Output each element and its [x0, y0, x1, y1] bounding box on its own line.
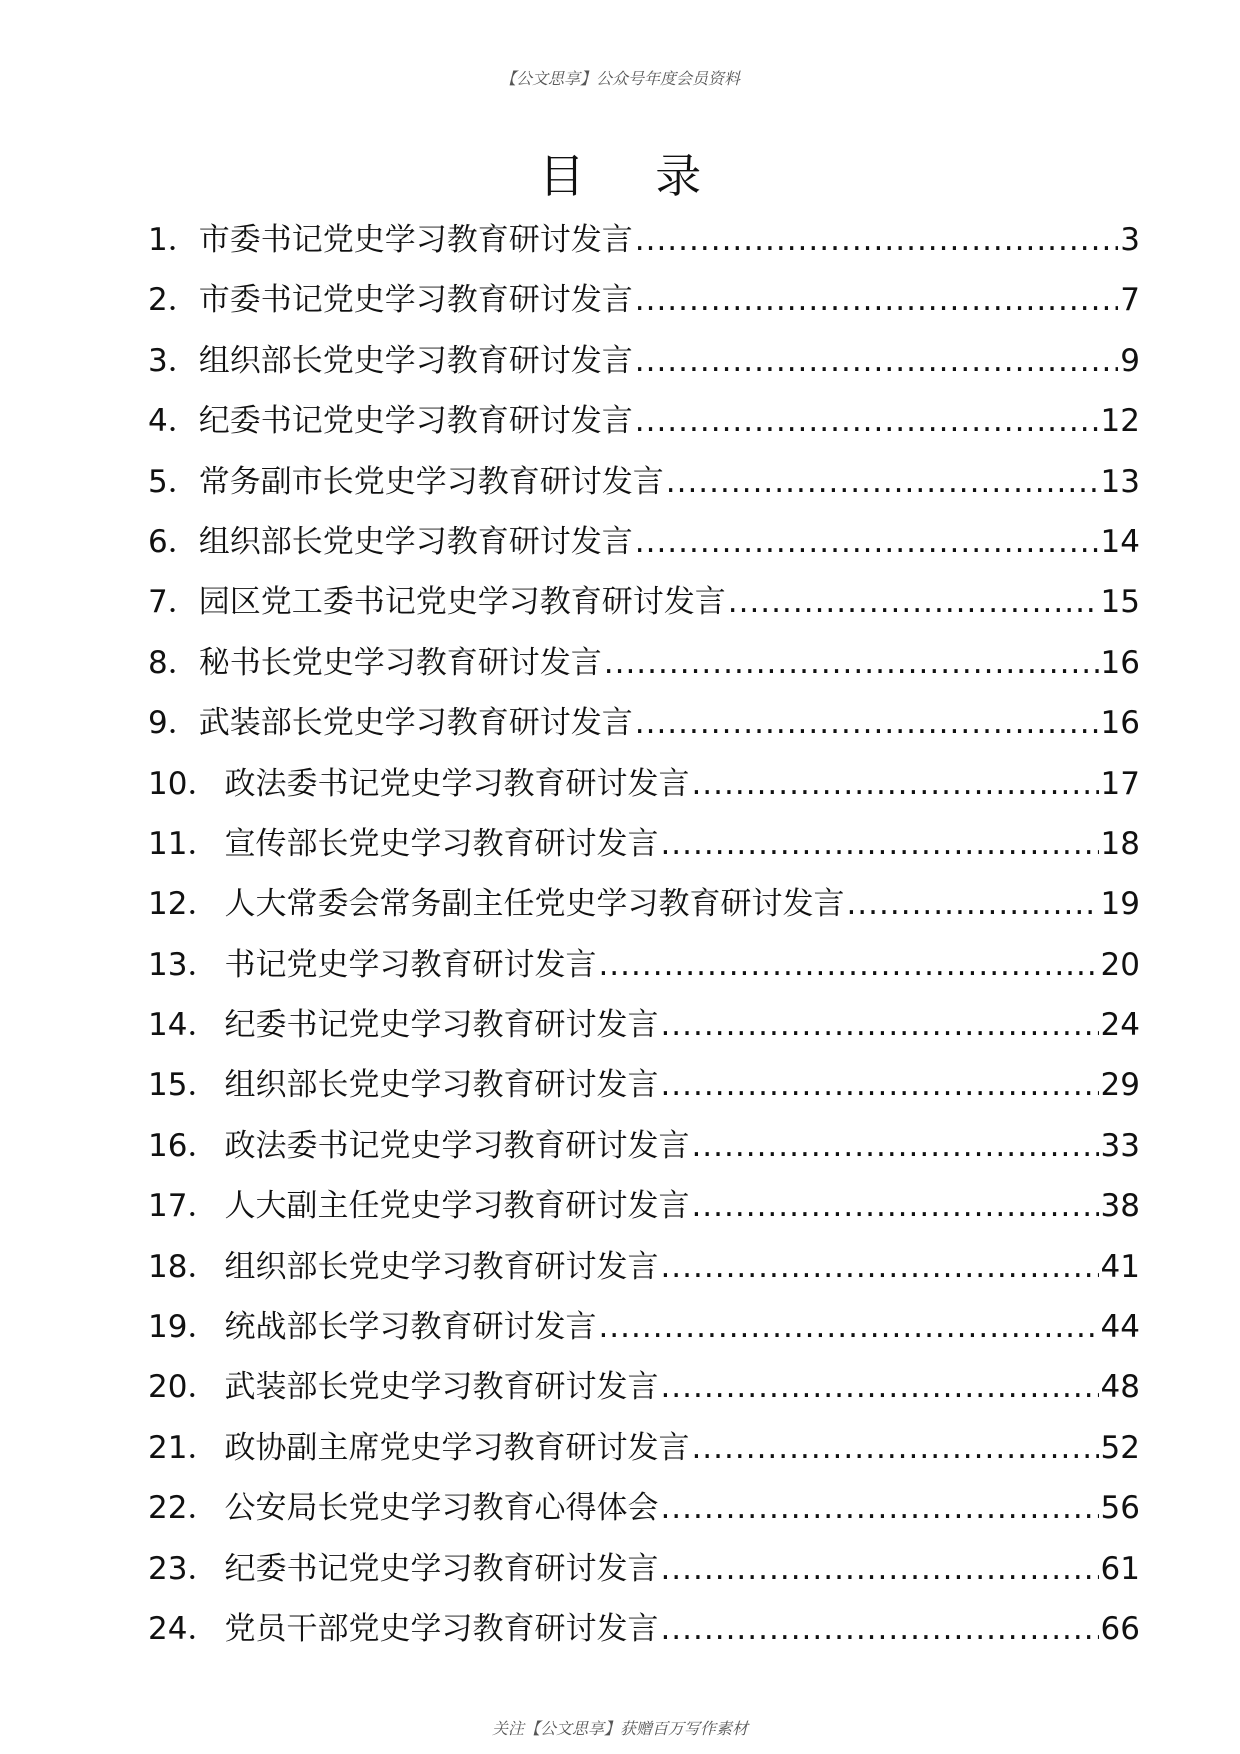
toc-entry-number: 6． — [148, 523, 199, 560]
toc-entry-page: 44 — [1100, 1309, 1140, 1346]
page-header: 【公文思享】公众号年度会员资料 — [499, 69, 740, 88]
toc-entry-page: 56 — [1100, 1490, 1140, 1527]
toc-entry-page: 33 — [1100, 1127, 1140, 1164]
toc-entry-number: 8． — [148, 644, 199, 681]
toc-dot-leader — [660, 1539, 1098, 1599]
toc-entry-number: 24． — [148, 1610, 219, 1647]
toc-dot-leader — [635, 512, 1099, 572]
toc-entry[interactable] — [148, 1237, 1140, 1297]
toc-entry-title: 政法委书记党史学习教育研讨发言 — [224, 765, 690, 802]
toc-entry-number: 19． — [148, 1309, 219, 1346]
toc-dot-leader — [691, 1116, 1098, 1176]
toc-entry-title: 纪委书记党史学习教育研讨发言 — [198, 403, 633, 440]
toc-entry[interactable] — [148, 391, 1140, 451]
toc-entry-page: 16 — [1100, 705, 1140, 742]
toc-dot-leader — [598, 1297, 1098, 1357]
toc-dot-leader — [666, 452, 1099, 512]
toc-entry-number: 11． — [148, 825, 219, 862]
toc-dot-leader — [691, 1176, 1098, 1236]
toc-entry-number: 21． — [148, 1429, 219, 1466]
toc-entry-number: 18． — [148, 1248, 219, 1285]
toc-dot-leader — [635, 331, 1119, 391]
toc-entry-number: 10． — [148, 765, 219, 802]
toc-entry-title: 组织部长党史学习教育研讨发言 — [224, 1067, 659, 1104]
toc-entry-page: 52 — [1100, 1429, 1140, 1466]
toc-dot-leader — [660, 814, 1098, 874]
toc-entry-page: 7 — [1120, 282, 1140, 319]
toc-entry[interactable] — [148, 512, 1140, 572]
toc-entry[interactable] — [148, 1116, 1140, 1176]
toc-entry[interactable] — [148, 1357, 1140, 1417]
toc-dot-leader — [660, 995, 1098, 1055]
toc-entry-page: 41 — [1100, 1248, 1140, 1285]
toc-entry-page: 17 — [1100, 765, 1140, 802]
toc-entry-page: 14 — [1100, 523, 1140, 560]
toc-entry[interactable] — [148, 935, 1140, 995]
toc-dot-leader — [598, 935, 1098, 995]
toc-entry[interactable] — [148, 754, 1140, 814]
toc-entry-page: 48 — [1100, 1369, 1140, 1406]
toc-dot-leader — [635, 693, 1099, 753]
toc-entry-page: 61 — [1100, 1550, 1140, 1587]
toc-entry-page: 24 — [1100, 1007, 1140, 1044]
toc-entry[interactable] — [148, 331, 1140, 391]
toc-entry-page: 19 — [1100, 886, 1140, 923]
toc-entry-number: 17． — [148, 1188, 219, 1225]
toc-dot-leader — [660, 1357, 1098, 1417]
toc-entry[interactable] — [148, 693, 1140, 753]
toc-dot-leader — [728, 572, 1099, 632]
toc-entry[interactable] — [148, 210, 1140, 270]
toc-entry-page: 15 — [1100, 584, 1140, 621]
toc-entry-number: 5． — [148, 463, 199, 500]
toc-entry-title: 秘书长党史学习教育研讨发言 — [198, 644, 602, 681]
page-footer: 关注【公文思享】获赠百万写作素材 — [491, 1719, 748, 1738]
toc-entry-number: 15． — [148, 1067, 219, 1104]
toc-entry-page: 16 — [1100, 644, 1140, 681]
toc-entry-number: 1． — [148, 222, 199, 258]
toc-entry[interactable] — [148, 995, 1140, 1055]
toc-entry-number: 2． — [148, 282, 199, 319]
toc-entry-title: 组织部长党史学习教育研讨发言 — [224, 1248, 659, 1285]
toc-entry-title: 人大常委会常务副主任党史学习教育研讨发言 — [224, 886, 845, 923]
toc-entry-page: 20 — [1100, 946, 1140, 983]
toc-entry[interactable] — [148, 1297, 1140, 1357]
toc-entry-title: 组织部长党史学习教育研讨发言 — [198, 523, 633, 560]
toc-entry-number: 14． — [148, 1007, 219, 1044]
toc-entry-title: 公安局长党史学习教育心得体会 — [224, 1490, 659, 1527]
toc-entry-title: 政法委书记党史学习教育研讨发言 — [224, 1127, 690, 1164]
page-title: 目 录 — [538, 149, 730, 203]
toc-entry-title: 园区党工委书记党史学习教育研讨发言 — [198, 584, 726, 621]
toc-entry-number: 16． — [148, 1127, 219, 1164]
toc-entry-page: 3 — [1120, 222, 1140, 258]
toc-entry[interactable] — [148, 1176, 1140, 1236]
toc-dot-leader — [691, 754, 1098, 814]
toc-entry-title: 市委书记党史学习教育研讨发言 — [198, 282, 633, 319]
toc-entry-title: 书记党史学习教育研讨发言 — [224, 946, 597, 983]
toc-dot-leader — [635, 391, 1099, 451]
toc-entry[interactable] — [148, 1418, 1140, 1478]
toc-entry[interactable] — [148, 1055, 1140, 1115]
toc-dot-leader — [660, 1478, 1098, 1538]
toc-entry-number: 7． — [148, 584, 199, 621]
toc-dot-leader — [660, 1599, 1098, 1659]
toc-entry-page: 12 — [1100, 403, 1140, 440]
toc-entry-number: 23． — [148, 1550, 219, 1587]
toc-entry-title: 市委书记党史学习教育研讨发言 — [198, 222, 633, 258]
toc-dot-leader — [691, 1418, 1098, 1478]
toc-entry-page: 9 — [1120, 342, 1140, 379]
toc-entry[interactable] — [148, 1599, 1140, 1659]
toc-entry-title: 武装部长党史学习教育研讨发言 — [224, 1369, 659, 1406]
toc-entry-page: 66 — [1100, 1610, 1140, 1647]
toc-entry-title: 政协副主席党史学习教育研讨发言 — [224, 1429, 690, 1466]
toc-entry-page: 18 — [1100, 825, 1140, 862]
toc-entry-number: 9． — [148, 705, 199, 742]
toc-entry-title: 人大副主任党史学习教育研讨发言 — [224, 1188, 690, 1225]
toc-dot-leader — [635, 270, 1119, 330]
toc-entry[interactable] — [148, 452, 1140, 512]
toc-entry-number: 13． — [148, 946, 219, 983]
toc-entry[interactable] — [148, 572, 1140, 632]
toc-dot-leader — [604, 633, 1099, 693]
toc-entry[interactable] — [148, 1539, 1140, 1599]
toc-entry[interactable] — [148, 633, 1140, 693]
toc-dot-leader — [660, 1055, 1098, 1115]
toc-entry-title: 常务副市长党史学习教育研讨发言 — [198, 463, 664, 500]
toc-dot-leader — [635, 210, 1119, 270]
toc-entry[interactable] — [148, 814, 1140, 874]
toc-entry-number: 3． — [148, 342, 199, 379]
toc-entry-page: 29 — [1100, 1067, 1140, 1104]
toc-entry-number: 12． — [148, 886, 219, 923]
toc-entry-title: 纪委书记党史学习教育研讨发言 — [224, 1550, 659, 1587]
toc-dot-leader — [846, 874, 1098, 934]
toc-entry[interactable] — [148, 270, 1140, 330]
toc-entry[interactable] — [148, 1478, 1140, 1538]
toc-entry-number: 20． — [148, 1369, 219, 1406]
toc-dot-leader — [660, 1237, 1098, 1297]
toc-entry-title: 纪委书记党史学习教育研讨发言 — [224, 1007, 659, 1044]
toc-entry-number: 4． — [148, 403, 199, 440]
toc-entry-page: 13 — [1100, 463, 1140, 500]
toc-entry-title: 组织部长党史学习教育研讨发言 — [198, 342, 633, 379]
toc-entry-page: 38 — [1100, 1188, 1140, 1225]
toc-entry-number: 22． — [148, 1490, 219, 1527]
table-of-contents — [148, 210, 1140, 1659]
toc-entry-title: 统战部长学习教育研讨发言 — [224, 1309, 597, 1346]
toc-entry-title: 党员干部党史学习教育研讨发言 — [224, 1610, 659, 1647]
toc-entry-title: 武装部长党史学习教育研讨发言 — [198, 705, 633, 742]
toc-entry-title: 宣传部长党史学习教育研讨发言 — [224, 825, 659, 862]
toc-entry[interactable] — [148, 874, 1140, 934]
